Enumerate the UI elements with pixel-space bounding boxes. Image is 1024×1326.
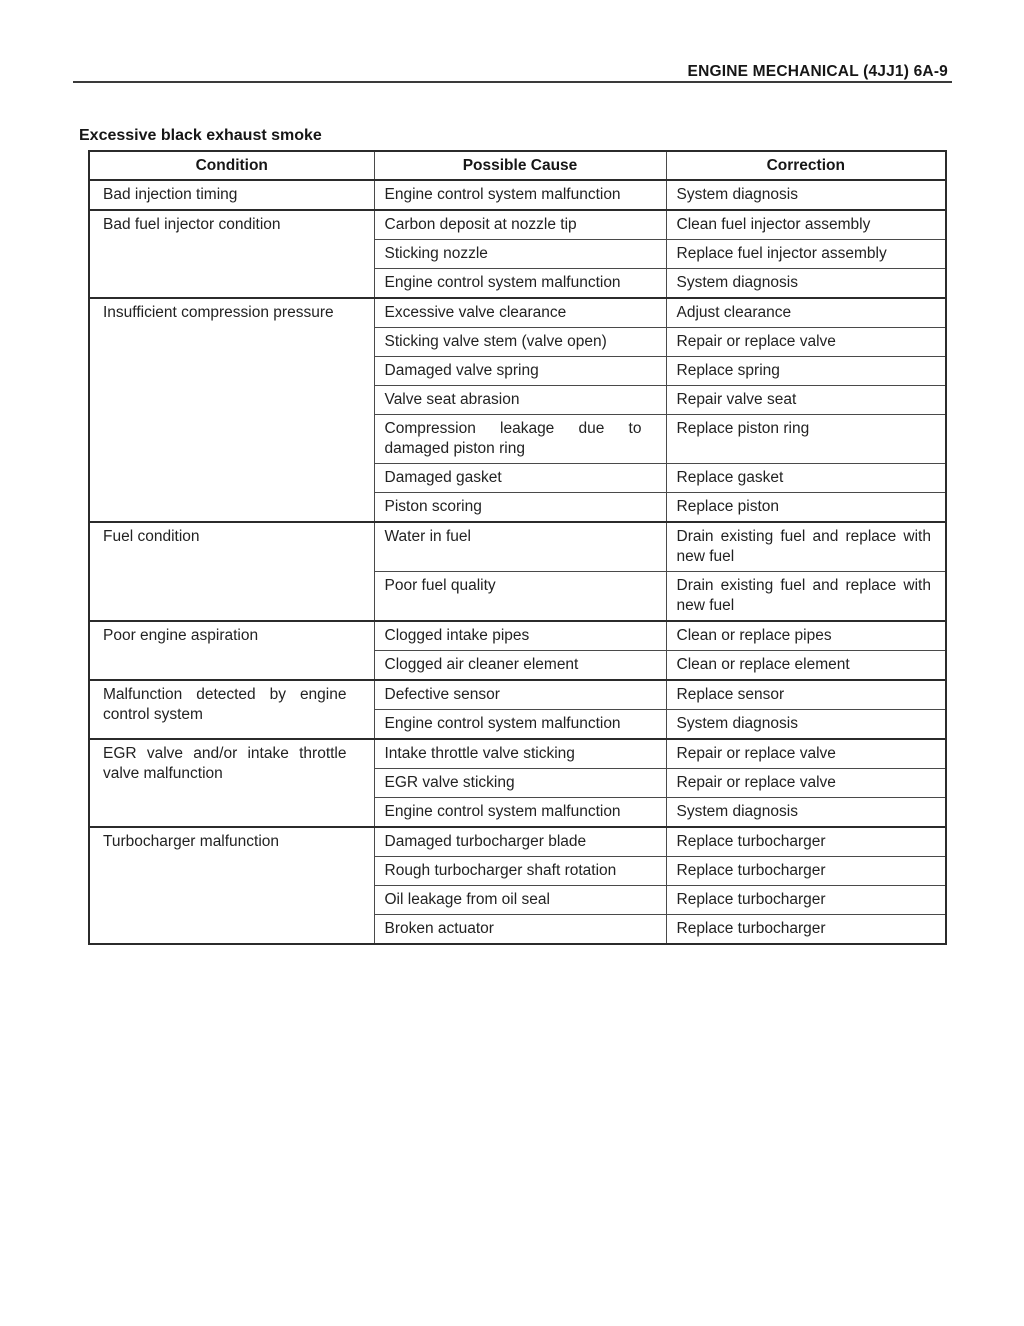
cause-cell: Compression leakage due to damaged piston ring <box>374 415 666 464</box>
cause-cell: Water in fuel <box>374 522 666 572</box>
correction-cell: Clean or replace element <box>666 651 946 681</box>
cause-cell: Carbon deposit at nozzle tip <box>374 210 666 240</box>
column-header-correction: Correction <box>666 151 946 180</box>
condition-cell: Bad injection timing <box>89 180 374 210</box>
cause-cell: Sticking nozzle <box>374 240 666 269</box>
correction-cell: System diagnosis <box>666 180 946 210</box>
cause-cell: Rough turbocharger shaft rotation <box>374 857 666 886</box>
correction-cell: Repair or replace valve <box>666 769 946 798</box>
table-row <box>89 522 946 572</box>
correction-cell: Repair or replace valve <box>666 328 946 357</box>
cause-cell: Valve seat abrasion <box>374 386 666 415</box>
condition-cell: Bad fuel injector condition <box>89 210 374 298</box>
table-row <box>89 621 946 651</box>
cause-cell: Damaged valve spring <box>374 357 666 386</box>
header-rule <box>73 81 952 83</box>
correction-cell: System diagnosis <box>666 710 946 740</box>
table-header-row <box>89 151 946 180</box>
correction-cell: Replace fuel injector assembly <box>666 240 946 269</box>
condition-cell: Insufficient compression pressure <box>89 298 374 522</box>
correction-cell: Replace gasket <box>666 464 946 493</box>
section-title: Excessive black exhaust smoke <box>79 127 322 144</box>
cause-cell: EGR valve sticking <box>374 769 666 798</box>
cause-cell: Excessive valve clearance <box>374 298 666 328</box>
correction-cell: Repair valve seat <box>666 386 946 415</box>
condition-cell: Turbocharger malfunction <box>89 827 374 944</box>
correction-cell: Adjust clearance <box>666 298 946 328</box>
cause-cell: Clogged intake pipes <box>374 621 666 651</box>
cause-cell: Damaged turbocharger blade <box>374 827 666 857</box>
correction-cell: Replace turbocharger <box>666 827 946 857</box>
correction-cell: Clean fuel injector assembly <box>666 210 946 240</box>
table-row <box>89 827 946 857</box>
correction-cell: Repair or replace valve <box>666 739 946 769</box>
correction-cell: Clean or replace pipes <box>666 621 946 651</box>
troubleshooting-table <box>88 150 947 945</box>
table-row <box>89 298 946 328</box>
cause-cell: Sticking valve stem (valve open) <box>374 328 666 357</box>
cause-cell: Engine control system malfunction <box>374 180 666 210</box>
correction-cell: Replace turbocharger <box>666 915 946 945</box>
condition-cell: Malfunction detected by engine control system <box>89 680 374 739</box>
correction-cell: Replace sensor <box>666 680 946 710</box>
cause-cell: Damaged gasket <box>374 464 666 493</box>
condition-cell: EGR valve and/or intake throttle valve malfunction <box>89 739 374 827</box>
correction-cell: Replace turbocharger <box>666 857 946 886</box>
correction-cell: Drain existing fuel and replace with new fuel <box>666 522 946 572</box>
cause-cell: Poor fuel quality <box>374 572 666 622</box>
cause-cell: Intake throttle valve sticking <box>374 739 666 769</box>
table-row <box>89 180 946 210</box>
column-header-condition: Condition <box>89 151 374 180</box>
correction-cell: System diagnosis <box>666 269 946 299</box>
table-row <box>89 210 946 240</box>
condition-cell: Poor engine aspiration <box>89 621 374 680</box>
cause-cell: Broken actuator <box>374 915 666 945</box>
correction-cell: Replace piston <box>666 493 946 523</box>
page-header: ENGINE MECHANICAL (4JJ1) 6A-9 <box>687 63 948 80</box>
correction-cell: Drain existing fuel and replace with new fuel <box>666 572 946 622</box>
cause-cell: Clogged air cleaner element <box>374 651 666 681</box>
cause-cell: Oil leakage from oil seal <box>374 886 666 915</box>
cause-cell: Piston scoring <box>374 493 666 523</box>
cause-cell: Engine control system malfunction <box>374 798 666 828</box>
table-row <box>89 739 946 769</box>
correction-cell: Replace spring <box>666 357 946 386</box>
column-header-possible-cause: Possible Cause <box>374 151 666 180</box>
cause-cell: Defective sensor <box>374 680 666 710</box>
cause-cell: Engine control system malfunction <box>374 269 666 299</box>
correction-cell: Replace piston ring <box>666 415 946 464</box>
correction-cell: Replace turbocharger <box>666 886 946 915</box>
correction-cell: System diagnosis <box>666 798 946 828</box>
condition-cell: Fuel condition <box>89 522 374 621</box>
cause-cell: Engine control system malfunction <box>374 710 666 740</box>
table-row <box>89 680 946 710</box>
